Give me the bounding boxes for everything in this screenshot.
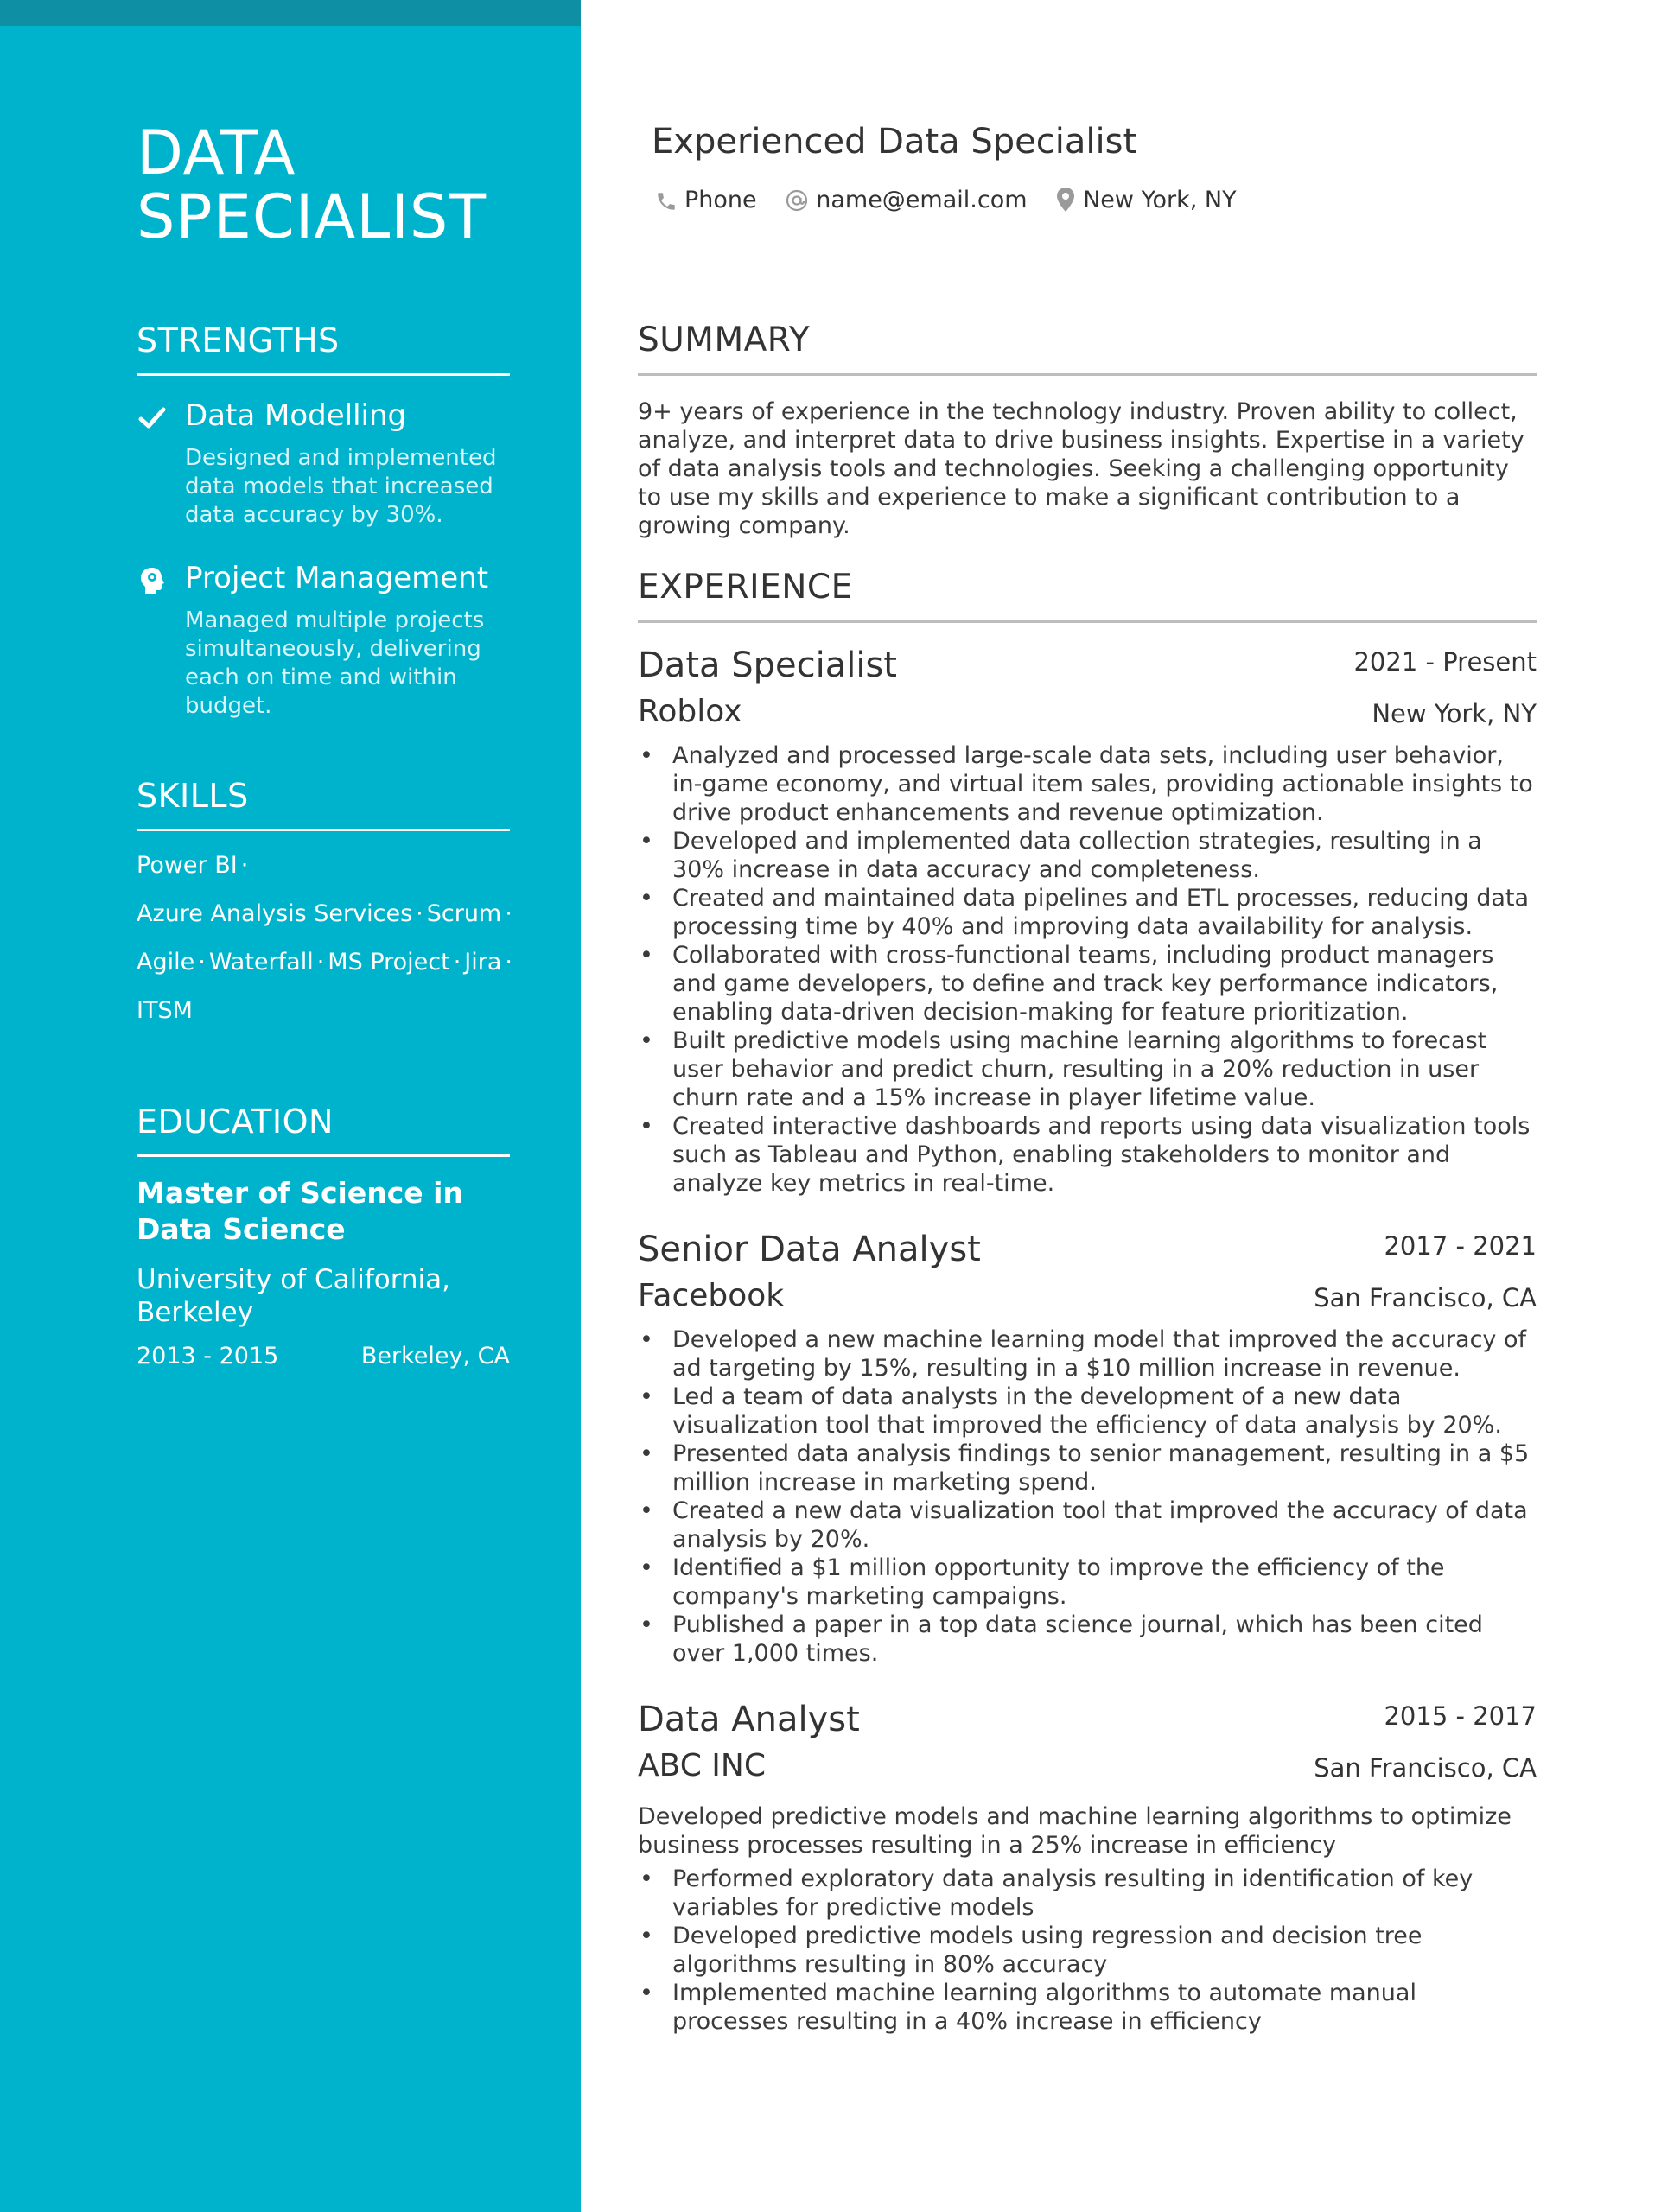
check-icon <box>137 403 168 434</box>
strength-item <box>137 396 510 528</box>
job-details <box>638 1802 1537 2036</box>
job-bullets <box>638 1865 1537 2036</box>
candidate-title <box>137 118 517 252</box>
skill-item: Waterfall <box>208 949 314 976</box>
skill-item: Azure Analysis Services <box>137 900 413 927</box>
job-bullet: • Presented data analysis findings to senior management, resulting in a $5 million increase in marketing spend. <box>638 1440 1537 1497</box>
job-location: New York, NY <box>1372 699 1537 728</box>
job-title: Data Specialist <box>638 645 897 685</box>
job-bullet: • Built predictive models using machine learning algorithms to forecast user behavior and predict churn, resulting in a 20% reduction in user churn rate and a 15% increase in player lifetime value. <box>638 1027 1537 1112</box>
job-bullet: • Developed and implemented data collection strategies, resulting in a 30% increase in data accuracy and completeness. <box>638 827 1537 884</box>
at-icon <box>785 187 816 213</box>
job-dates: 2015 - 2017 <box>1384 1701 1537 1731</box>
candidate-title-line-1: DATA <box>137 118 296 188</box>
job-bullet: • Implemented machine learning algorithms to automate manual processes resulting in a 40% increase in efficiency <box>638 1979 1537 2036</box>
head-gear-icon <box>137 565 168 596</box>
job-company: Roblox <box>638 694 742 729</box>
contact-email <box>785 183 1027 218</box>
job-details <box>638 1325 1537 1668</box>
job-bullet: • Developed a new machine learning model that improved the accuracy of ad targeting by 15%, resulting in a $10 million increase in revenue. <box>638 1325 1537 1382</box>
job-bullet: • Developed predictive models using regression and decision tree algorithms resulting in 80% accuracy <box>638 1922 1537 1979</box>
job-details <box>638 741 1537 1198</box>
job-bullet: • Analyzed and processed large-scale data sets, including user behavior, in-game economy, and virtual item sales, providing actionable insights to drive product enhancements and revenue optimization. <box>638 741 1537 827</box>
phone-text: Phone <box>684 187 757 213</box>
skills-line <box>137 996 517 1045</box>
email-text: name@email.com <box>816 187 1028 213</box>
summary-text: 9+ years of experience in the technology industry. Proven ability to collect, analyze, and interpret data to drive business insights. Expertise in a variety of data analysis tools and technologies. Seeking a challenging opportunity to use my skills and experience to make a significant contribution to a growing company. <box>638 398 1524 539</box>
strength-title: Project Management <box>185 561 489 595</box>
job-bullet: • Led a team of data analysts in the development of a new data visualization tool that improved the efficiency of data analysis by 20%. <box>638 1382 1537 1440</box>
skills-list <box>137 851 517 1045</box>
skill-item: Power BI <box>137 852 238 879</box>
job-bullet: • Performed exploratory data analysis resulting in identification of key variables for predictive models <box>638 1865 1537 1922</box>
skill-item: Scrum <box>426 900 502 927</box>
job-title: Senior Data Analyst <box>638 1230 981 1269</box>
job-bullet: • Created interactive dashboards and reports using data visualization tools such as Tableau and Python, enabling stakeholders to monitor and analyze key metrics in real-time. <box>638 1112 1537 1198</box>
education-school: University of California, Berkeley <box>137 1264 451 1328</box>
job-location: San Francisco, CA <box>1314 1283 1537 1313</box>
contact-location <box>1055 183 1237 218</box>
location-text: New York, NY <box>1083 187 1237 213</box>
job-dates: 2021 - Present <box>1353 647 1537 677</box>
job-location: San Francisco, CA <box>1314 1753 1537 1783</box>
job-title: Data Analyst <box>638 1700 860 1739</box>
skill-item: MS Project <box>328 949 450 976</box>
strength-title: Data Modelling <box>185 398 407 433</box>
sidebar-top-bar <box>0 0 581 26</box>
skill-item: ITSM <box>137 997 193 1024</box>
contact-info <box>655 183 1257 218</box>
strength-item <box>137 558 510 722</box>
job-bullet: • Identified a $1 million opportunity to improve the efficiency of the company's marketing campaigns. <box>638 1554 1537 1611</box>
job-bullet: • Published a paper in a top data science journal, which has been cited over 1,000 times. <box>638 1611 1537 1668</box>
job-bullet: • Created a new data visualization tool that improved the accuracy of data analysis by 20%. <box>638 1497 1537 1554</box>
job-company: ABC INC <box>638 1748 766 1783</box>
candidate-title-line-2: SPECIALIST <box>137 181 487 252</box>
job-company: Facebook <box>638 1278 785 1313</box>
contact-phone <box>655 183 757 218</box>
job-intro: Developed predictive models and machine learning algorithms to optimize business processes resulting in a 25% increase in efficiency <box>638 1803 1512 1859</box>
map-pin-icon <box>1055 187 1083 213</box>
job-dates: 2017 - 2021 <box>1384 1231 1537 1261</box>
job-bullets <box>638 741 1537 1198</box>
skill-item: Jira <box>464 949 502 976</box>
job-bullet: • Created and maintained data pipelines and ETL processes, reducing data processing time by 40% and improving data availability for analysis. <box>638 884 1537 941</box>
strengths-heading: STRENGTHS <box>137 320 510 376</box>
skill-item: Agile <box>137 949 195 976</box>
job-bullet: • Collaborated with cross-functional teams, including product managers and game developers, to define and track key performance indicators, enabling data-driven decision-making for feature prioritization. <box>638 941 1537 1027</box>
phone-icon <box>655 187 684 213</box>
strength-description: Managed multiple projects simultaneously, delivering each on time and within budget. <box>185 607 485 719</box>
summary-heading: SUMMARY <box>638 320 1537 376</box>
skills-line: Azure Analysis Services · Scrum · <box>137 900 512 927</box>
education-location: Berkeley, CA <box>360 1343 510 1370</box>
strength-description: Designed and implemented data models that increased data accuracy by 30%. <box>185 445 497 528</box>
skills-line: Power BI · <box>137 852 249 879</box>
education-dates: 2013 - 2015 <box>137 1343 279 1370</box>
job-bullets <box>638 1325 1537 1668</box>
headline: Experienced Data Specialist <box>652 122 1137 162</box>
skills-line: Agile · Waterfall · MS Project · Jira · <box>137 949 513 976</box>
education-heading: EDUCATION <box>137 1101 510 1157</box>
sidebar <box>0 0 581 2212</box>
education-degree: Master of Science in Data Science <box>137 1176 463 1246</box>
skills-heading: SKILLS <box>137 775 510 831</box>
experience-heading: EXPERIENCE <box>638 567 1537 623</box>
education-meta <box>137 1341 510 1372</box>
